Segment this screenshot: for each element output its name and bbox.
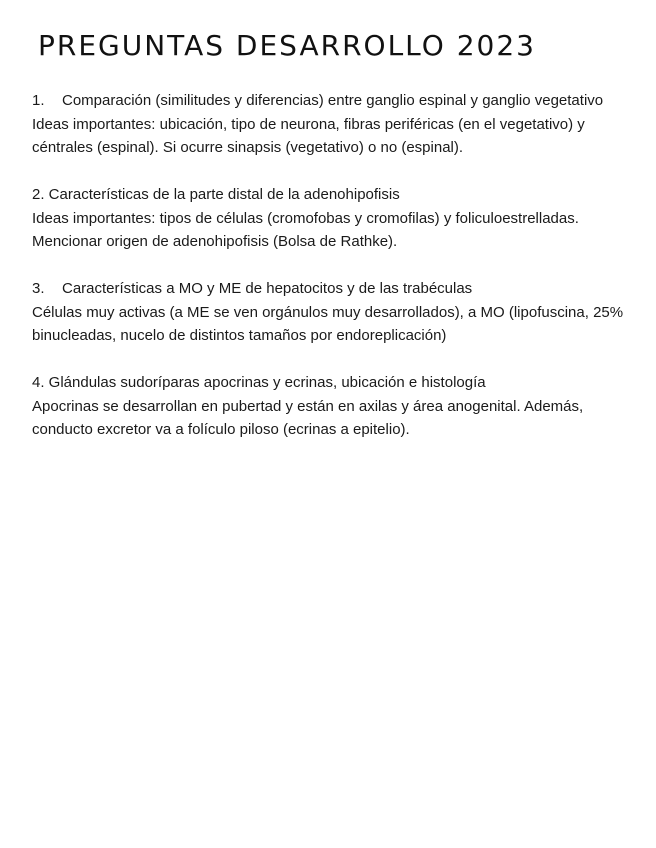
page-title [36, 22, 536, 66]
question-3-text: Características a MO y ME de hepatocitos y de las trabéculas [62, 280, 473, 297]
question-1-heading [32, 89, 632, 113]
question-3 [32, 277, 632, 348]
question-1-text: Comparación (similitudes y diferencias) entre ganglio espinal y ganglio vegetativo [62, 92, 604, 109]
question-1 [32, 89, 632, 160]
question-4 [32, 371, 632, 442]
question-2-text: 2. Características de la parte distal de la adenohipofisis [32, 186, 400, 203]
question-3-number: 3. [32, 280, 45, 297]
question-3-answer: Células muy activas (a ME se ven orgánulos muy desarrollados), a MO (lipofuscina, 25% binucleadas, nucelo de distintos tamaños por endoreplicación) [32, 303, 624, 344]
question-1-number: 1. [32, 92, 45, 109]
question-1-answer: Ideas importantes: ubicación, tipo de neurona, fibras periféricas (en el vegetativo) y céntrales (espinal). Si ocurre sinapsis (vegetativo) o no (espinal). [32, 115, 585, 156]
page-title-text: PREGUNTAS DESARROLLO 2023 [38, 29, 536, 62]
question-2 [32, 183, 632, 254]
question-4-text: 4. Glándulas sudoríparas apocrinas y ecrinas, ubicación e histología [32, 374, 486, 391]
question-3-heading [32, 277, 632, 301]
questions-list [32, 89, 632, 465]
question-4-answer: Apocrinas se desarrollan en pubertad y están en axilas y área anogenital. Además, conducto excretor va a folículo piloso (ecrinas a epitelio). [32, 397, 584, 438]
question-2-answer: Ideas importantes: tipos de células (cromofobas y cromofilas) y foliculoestrelladas. Mencionar origen de adenohipofisis (Bolsa de Rathke). [32, 209, 579, 250]
